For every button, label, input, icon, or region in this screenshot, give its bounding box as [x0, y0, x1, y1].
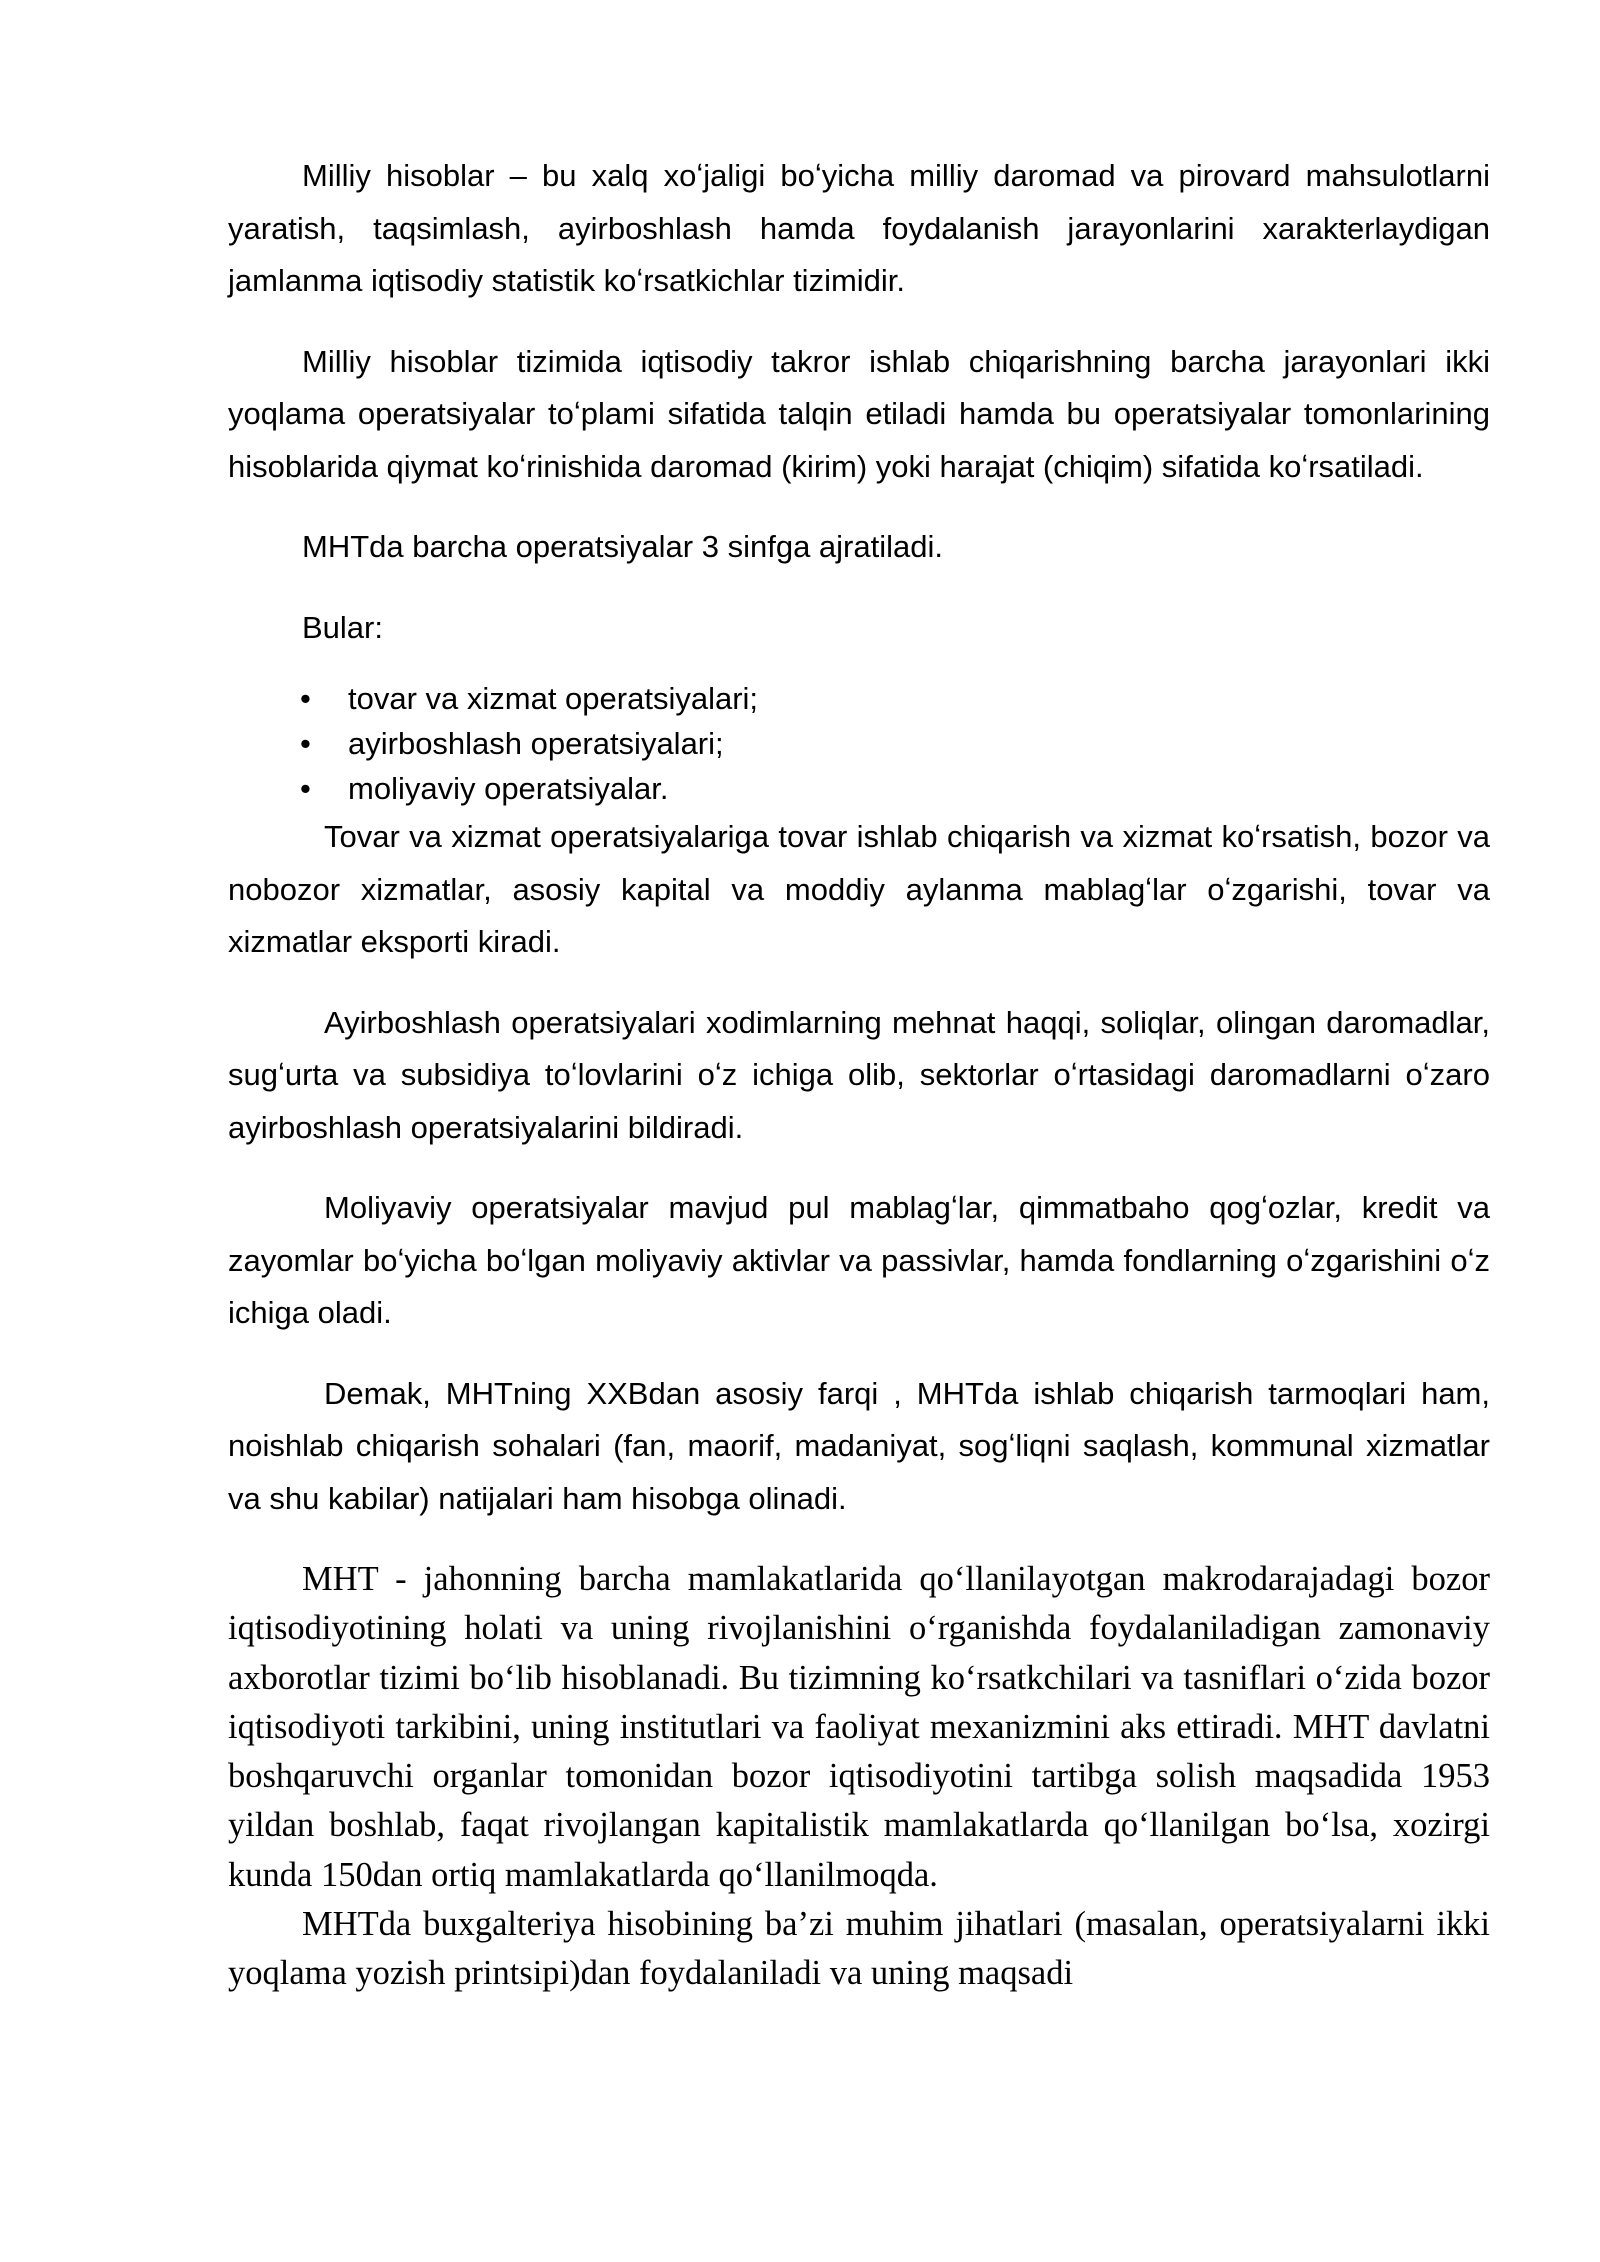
bullet-icon: •	[300, 726, 311, 761]
paragraph-classes: MHTda barcha operatsiyalar 3 sinfga ajratiladi.	[302, 529, 943, 564]
bullet-icon: •	[300, 681, 311, 716]
paragraph-goods-services: Tovar va xizmat operatsiyalariga tovar ishlab chiqarish va xizmat koʻrsatish, bozor va nobozor xizmatlar, asosiy kapital va moddiy aylanma mablagʻlar oʻzgarishi, tovar va xizmatlar eksporti kiradi.	[228, 819, 1490, 959]
paragraph-mht-overview: MHT - jahonning barcha mamlakatlarida qo‘llanilayotgan makrodarajadagi bozor iqtisodiyotining holati va uning rivojlanishini o‘rganishda foydalaniladigan zamonaviy axborotlar tizimi bo‘lib hisoblanadi. Bu tizimning ko‘rsatkchilari va tasniflari o‘zida bozor iqtisodiyoti tarkibini, uning institutlari va faoliyat mexanizmini aks ettiradi. MHT davlatni boshqaruvchi organlar tomonidan bozor iqtisodiyotini tartibga solish maqsadida 1953 yildan boshlab, faqat rivojlangan kapitalistik mamlakatlarda qo‘llanilgan bo‘lsa, xozirgi kunda 150dan ortiq mamlakatlarda qo‘llanilmoqda.	[228, 1560, 1490, 1894]
paragraph-exchange-operations: Ayirboshlash operatsiyalari xodimlarning mehnat haqqi, soliqlar, olingan daromadlar, sugʻurta va subsidiya toʻlovlarini oʻz ichiga olib, sektorlar oʻrtasidagi daromadlarni oʻzaro ayirboshlash operatsiyalarini bildiradi.	[228, 1004, 1490, 1145]
document-page	[228, 150, 1490, 1999]
list-item	[300, 766, 1490, 811]
paragraph-definition: Milliy hisoblar – bu xalq xoʻjaligi boʻyicha milliy daromad va pirovard mahsulotlarni yaratish, taqsimlash, ayirboshlash hamda foydalanish jarayonlarini xarakterlaydigan jamlanma iqtisodiy statistik koʻrsatkichlar tizimidir.	[228, 158, 1490, 298]
list-item	[300, 676, 1490, 721]
list-item-text: tovar va xizmat operatsiyalari;	[348, 681, 759, 716]
list-item	[300, 721, 1490, 766]
paragraph-difference: Demak, MHTning XXBdan asosiy farqi , MHTda ishlab chiqarish tarmoqlari ham, noishlab chiqarish sohalari (fan, maorif, madaniyat, sogʻliqni saqlash, kommunal xizmatlar va shu kabilar) natijalari ham hisobga olinadi.	[228, 1375, 1490, 1516]
paragraph-financial-operations: Moliyaviy operatsiyalar mavjud pul mablagʻlar, qimmatbaho qogʻozlar, kredit va zayomlar boʻyicha boʻlgan moliyaviy aktivlar va passivlar, hamda fondlarning oʻzgarishini oʻz ichiga oladi.	[228, 1190, 1490, 1330]
paragraph-system-description: Milliy hisoblar tizimida iqtisodiy takror ishlab chiqarishning barcha jarayonlari ikki yoqlama operatsiyalar toʻplami sifatida talqin etiladi hamda bu operatsiyalar tomonlarining hisoblarida qiymat koʻrinishida daromad (kirim) yoki harajat (chiqim) sifatida koʻrsatiladi.	[228, 343, 1490, 484]
paragraph-mht-accounting: MHTda buxgalteriya hisobining ba’zi muhim jihatlari (masalan, operatsiyalarni ikki yoqlama yozish printsipi)dan foydalaniladi va uning maqsadi	[228, 1905, 1490, 1993]
paragraph-list-intro: Bular:	[302, 609, 383, 645]
list-item-text: ayirboshlash operatsiyalari;	[348, 726, 724, 761]
list-item-text: moliyaviy operatsiyalar.	[348, 771, 669, 806]
operations-list	[228, 676, 1490, 811]
bullet-icon: •	[300, 771, 311, 806]
